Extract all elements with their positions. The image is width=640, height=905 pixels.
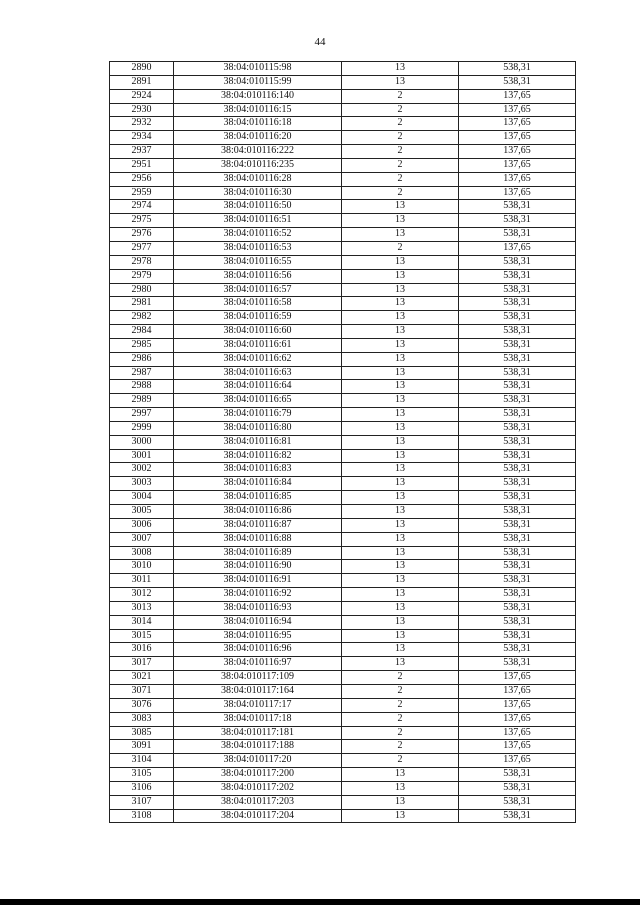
count-cell: 13 <box>342 269 459 283</box>
table-row <box>110 684 576 698</box>
cadastral-number-cell: 38:04:010117:18 <box>174 712 342 726</box>
table-row <box>110 311 576 325</box>
value-cell: 538,31 <box>459 435 576 449</box>
cadastral-number-cell: 38:04:010116:89 <box>174 546 342 560</box>
row-number-cell: 3085 <box>110 726 174 740</box>
row-number-cell: 3071 <box>110 684 174 698</box>
value-cell: 538,31 <box>459 269 576 283</box>
cadastral-number-cell: 38:04:010116:222 <box>174 145 342 159</box>
cadastral-number-cell: 38:04:010116:91 <box>174 574 342 588</box>
row-number-cell: 3013 <box>110 601 174 615</box>
value-cell: 137,65 <box>459 103 576 117</box>
cadastral-number-cell: 38:04:010116:28 <box>174 172 342 186</box>
table-row <box>110 781 576 795</box>
table-row <box>110 560 576 574</box>
row-number-cell: 2986 <box>110 352 174 366</box>
table-row <box>110 338 576 352</box>
table-row <box>110 117 576 131</box>
count-cell: 13 <box>342 532 459 546</box>
table-row <box>110 712 576 726</box>
table-row <box>110 643 576 657</box>
count-cell: 13 <box>342 366 459 380</box>
cadastral-number-cell: 38:04:010116:83 <box>174 463 342 477</box>
cadastral-number-cell: 38:04:010116:82 <box>174 449 342 463</box>
value-cell: 538,31 <box>459 546 576 560</box>
count-cell: 13 <box>342 352 459 366</box>
cadastral-number-cell: 38:04:010116:235 <box>174 158 342 172</box>
row-number-cell: 3001 <box>110 449 174 463</box>
table-row <box>110 698 576 712</box>
count-cell: 13 <box>342 338 459 352</box>
cadastral-number-cell: 38:04:010116:140 <box>174 89 342 103</box>
cadastral-number-cell: 38:04:010116:95 <box>174 629 342 643</box>
value-cell: 538,31 <box>459 574 576 588</box>
count-cell: 13 <box>342 629 459 643</box>
value-cell: 538,31 <box>459 311 576 325</box>
value-cell: 538,31 <box>459 505 576 519</box>
row-number-cell: 3014 <box>110 615 174 629</box>
cadastral-number-cell: 38:04:010116:18 <box>174 117 342 131</box>
count-cell: 2 <box>342 698 459 712</box>
cadastral-number-cell: 38:04:010116:97 <box>174 657 342 671</box>
value-cell: 538,31 <box>459 615 576 629</box>
count-cell: 2 <box>342 145 459 159</box>
count-cell: 2 <box>342 712 459 726</box>
value-cell: 538,31 <box>459 228 576 242</box>
table-row <box>110 394 576 408</box>
cadastral-number-cell: 38:04:010115:99 <box>174 75 342 89</box>
value-cell: 137,65 <box>459 684 576 698</box>
row-number-cell: 3007 <box>110 532 174 546</box>
count-cell: 13 <box>342 491 459 505</box>
table-row <box>110 795 576 809</box>
value-cell: 538,31 <box>459 795 576 809</box>
row-number-cell: 2890 <box>110 62 174 76</box>
cadastral-number-cell: 38:04:010116:90 <box>174 560 342 574</box>
count-cell: 13 <box>342 297 459 311</box>
value-cell: 137,65 <box>459 712 576 726</box>
row-number-cell: 2976 <box>110 228 174 242</box>
table-row <box>110 380 576 394</box>
table-row <box>110 671 576 685</box>
row-number-cell: 2974 <box>110 200 174 214</box>
value-cell: 538,31 <box>459 560 576 574</box>
count-cell: 13 <box>342 380 459 394</box>
count-cell: 13 <box>342 75 459 89</box>
count-cell: 2 <box>342 754 459 768</box>
cadastral-number-cell: 38:04:010117:200 <box>174 768 342 782</box>
table-row <box>110 75 576 89</box>
cadastral-number-cell: 38:04:010116:81 <box>174 435 342 449</box>
count-cell: 2 <box>342 740 459 754</box>
count-cell: 13 <box>342 809 459 823</box>
cadastral-number-cell: 38:04:010116:65 <box>174 394 342 408</box>
table-row <box>110 172 576 186</box>
table-row <box>110 740 576 754</box>
table-row <box>110 200 576 214</box>
cadastral-number-cell: 38:04:010116:64 <box>174 380 342 394</box>
table-body <box>110 62 576 823</box>
row-number-cell: 2891 <box>110 75 174 89</box>
row-number-cell: 2988 <box>110 380 174 394</box>
count-cell: 13 <box>342 463 459 477</box>
table-row <box>110 186 576 200</box>
cadastral-number-cell: 38:04:010116:30 <box>174 186 342 200</box>
row-number-cell: 3108 <box>110 809 174 823</box>
value-cell: 137,65 <box>459 131 576 145</box>
count-cell: 13 <box>342 518 459 532</box>
cadastral-number-cell: 38:04:010115:98 <box>174 62 342 76</box>
cadastral-number-cell: 38:04:010116:80 <box>174 421 342 435</box>
cadastral-number-cell: 38:04:010116:51 <box>174 214 342 228</box>
value-cell: 137,65 <box>459 671 576 685</box>
table-row <box>110 518 576 532</box>
cadastral-number-cell: 38:04:010117:202 <box>174 781 342 795</box>
row-number-cell: 2997 <box>110 408 174 422</box>
table-row <box>110 283 576 297</box>
value-cell: 538,31 <box>459 532 576 546</box>
row-number-cell: 3083 <box>110 712 174 726</box>
table-row <box>110 228 576 242</box>
count-cell: 13 <box>342 435 459 449</box>
table-row <box>110 435 576 449</box>
table-row <box>110 297 576 311</box>
table-row <box>110 421 576 435</box>
table-row <box>110 255 576 269</box>
cadastral-number-cell: 38:04:010117:203 <box>174 795 342 809</box>
row-number-cell: 3005 <box>110 505 174 519</box>
table-row <box>110 809 576 823</box>
cadastral-number-cell: 38:04:010116:60 <box>174 325 342 339</box>
count-cell: 2 <box>342 117 459 131</box>
cadastral-number-cell: 38:04:010116:55 <box>174 255 342 269</box>
row-number-cell: 3021 <box>110 671 174 685</box>
value-cell: 137,65 <box>459 158 576 172</box>
count-cell: 13 <box>342 200 459 214</box>
row-number-cell: 2959 <box>110 186 174 200</box>
count-cell: 2 <box>342 103 459 117</box>
row-number-cell: 2979 <box>110 269 174 283</box>
value-cell: 137,65 <box>459 89 576 103</box>
value-cell: 538,31 <box>459 325 576 339</box>
count-cell: 13 <box>342 546 459 560</box>
table-row <box>110 491 576 505</box>
value-cell: 538,31 <box>459 518 576 532</box>
row-number-cell: 3010 <box>110 560 174 574</box>
row-number-cell: 3004 <box>110 491 174 505</box>
table-row <box>110 588 576 602</box>
count-cell: 13 <box>342 574 459 588</box>
row-number-cell: 3006 <box>110 518 174 532</box>
count-cell: 13 <box>342 255 459 269</box>
cadastral-number-cell: 38:04:010116:79 <box>174 408 342 422</box>
value-cell: 538,31 <box>459 283 576 297</box>
count-cell: 2 <box>342 131 459 145</box>
count-cell: 13 <box>342 408 459 422</box>
table-row <box>110 352 576 366</box>
row-number-cell: 2934 <box>110 131 174 145</box>
value-cell: 137,65 <box>459 117 576 131</box>
row-number-cell: 2924 <box>110 89 174 103</box>
value-cell: 538,31 <box>459 491 576 505</box>
table-row <box>110 449 576 463</box>
table-row <box>110 366 576 380</box>
value-cell: 538,31 <box>459 781 576 795</box>
value-cell: 538,31 <box>459 62 576 76</box>
table-row <box>110 89 576 103</box>
table-row <box>110 241 576 255</box>
count-cell: 2 <box>342 89 459 103</box>
row-number-cell: 3106 <box>110 781 174 795</box>
table-row <box>110 629 576 643</box>
value-cell: 538,31 <box>459 394 576 408</box>
value-cell: 538,31 <box>459 297 576 311</box>
value-cell: 538,31 <box>459 352 576 366</box>
value-cell: 538,31 <box>459 768 576 782</box>
count-cell: 13 <box>342 62 459 76</box>
cadastral-number-cell: 38:04:010116:50 <box>174 200 342 214</box>
table-row <box>110 62 576 76</box>
table-row <box>110 463 576 477</box>
count-cell: 13 <box>342 283 459 297</box>
count-cell: 13 <box>342 657 459 671</box>
row-number-cell: 2984 <box>110 325 174 339</box>
count-cell: 13 <box>342 394 459 408</box>
row-number-cell: 2987 <box>110 366 174 380</box>
value-cell: 538,31 <box>459 338 576 352</box>
table-row <box>110 768 576 782</box>
cadastral-number-cell: 38:04:010116:57 <box>174 283 342 297</box>
row-number-cell: 2978 <box>110 255 174 269</box>
cadastral-number-cell: 38:04:010116:92 <box>174 588 342 602</box>
count-cell: 2 <box>342 684 459 698</box>
value-cell: 538,31 <box>459 366 576 380</box>
value-cell: 137,65 <box>459 145 576 159</box>
count-cell: 13 <box>342 311 459 325</box>
value-cell: 538,31 <box>459 809 576 823</box>
row-number-cell: 3003 <box>110 477 174 491</box>
table-row <box>110 601 576 615</box>
row-number-cell: 2985 <box>110 338 174 352</box>
value-cell: 538,31 <box>459 380 576 394</box>
table-row <box>110 408 576 422</box>
row-number-cell: 2981 <box>110 297 174 311</box>
count-cell: 13 <box>342 421 459 435</box>
table-row <box>110 145 576 159</box>
row-number-cell: 3104 <box>110 754 174 768</box>
row-number-cell: 2977 <box>110 241 174 255</box>
value-cell: 137,65 <box>459 740 576 754</box>
cadastral-number-cell: 38:04:010116:93 <box>174 601 342 615</box>
value-cell: 137,65 <box>459 698 576 712</box>
count-cell: 13 <box>342 325 459 339</box>
cadastral-number-cell: 38:04:010116:85 <box>174 491 342 505</box>
cadastral-number-cell: 38:04:010116:59 <box>174 311 342 325</box>
table-row <box>110 546 576 560</box>
cadastral-number-cell: 38:04:010116:53 <box>174 241 342 255</box>
count-cell: 13 <box>342 768 459 782</box>
value-cell: 538,31 <box>459 643 576 657</box>
row-number-cell: 2956 <box>110 172 174 186</box>
value-cell: 538,31 <box>459 463 576 477</box>
cadastral-number-cell: 38:04:010117:188 <box>174 740 342 754</box>
value-cell: 538,31 <box>459 477 576 491</box>
cadastral-number-cell: 38:04:010116:52 <box>174 228 342 242</box>
cadastral-number-cell: 38:04:010116:58 <box>174 297 342 311</box>
count-cell: 13 <box>342 795 459 809</box>
row-number-cell: 2937 <box>110 145 174 159</box>
cadastral-number-cell: 38:04:010116:87 <box>174 518 342 532</box>
scan-bottom-edge <box>0 899 640 905</box>
table-row <box>110 158 576 172</box>
table-row <box>110 754 576 768</box>
value-cell: 538,31 <box>459 200 576 214</box>
cadastral-number-cell: 38:04:010116:56 <box>174 269 342 283</box>
row-number-cell: 3012 <box>110 588 174 602</box>
cadastral-number-cell: 38:04:010116:63 <box>174 366 342 380</box>
row-number-cell: 2951 <box>110 158 174 172</box>
table-row <box>110 269 576 283</box>
table-row <box>110 574 576 588</box>
count-cell: 2 <box>342 186 459 200</box>
data-table <box>109 61 576 823</box>
row-number-cell: 3105 <box>110 768 174 782</box>
value-cell: 137,65 <box>459 186 576 200</box>
count-cell: 13 <box>342 505 459 519</box>
table-row <box>110 615 576 629</box>
value-cell: 538,31 <box>459 601 576 615</box>
row-number-cell: 2989 <box>110 394 174 408</box>
row-number-cell: 2932 <box>110 117 174 131</box>
cadastral-number-cell: 38:04:010117:20 <box>174 754 342 768</box>
value-cell: 538,31 <box>459 657 576 671</box>
cadastral-number-cell: 38:04:010117:204 <box>174 809 342 823</box>
row-number-cell: 2999 <box>110 421 174 435</box>
row-number-cell: 2930 <box>110 103 174 117</box>
count-cell: 13 <box>342 781 459 795</box>
row-number-cell: 3076 <box>110 698 174 712</box>
table-row <box>110 726 576 740</box>
table-row <box>110 103 576 117</box>
page-number: 44 <box>314 36 326 48</box>
count-cell: 2 <box>342 172 459 186</box>
row-number-cell: 3002 <box>110 463 174 477</box>
count-cell: 13 <box>342 477 459 491</box>
value-cell: 538,31 <box>459 449 576 463</box>
cadastral-number-cell: 38:04:010116:61 <box>174 338 342 352</box>
row-number-cell: 3091 <box>110 740 174 754</box>
count-cell: 2 <box>342 241 459 255</box>
cadastral-number-cell: 38:04:010117:17 <box>174 698 342 712</box>
value-cell: 538,31 <box>459 408 576 422</box>
value-cell: 137,65 <box>459 241 576 255</box>
cadastral-number-cell: 38:04:010117:164 <box>174 684 342 698</box>
value-cell: 538,31 <box>459 588 576 602</box>
count-cell: 13 <box>342 615 459 629</box>
count-cell: 13 <box>342 228 459 242</box>
value-cell: 137,65 <box>459 172 576 186</box>
row-number-cell: 2975 <box>110 214 174 228</box>
row-number-cell: 3011 <box>110 574 174 588</box>
row-number-cell: 2980 <box>110 283 174 297</box>
value-cell: 137,65 <box>459 726 576 740</box>
value-cell: 538,31 <box>459 214 576 228</box>
count-cell: 13 <box>342 643 459 657</box>
cadastral-number-cell: 38:04:010117:109 <box>174 671 342 685</box>
table-row <box>110 505 576 519</box>
table-row <box>110 477 576 491</box>
table-row <box>110 325 576 339</box>
cadastral-number-cell: 38:04:010116:88 <box>174 532 342 546</box>
value-cell: 538,31 <box>459 255 576 269</box>
row-number-cell: 3016 <box>110 643 174 657</box>
row-number-cell: 3015 <box>110 629 174 643</box>
value-cell: 137,65 <box>459 754 576 768</box>
count-cell: 13 <box>342 588 459 602</box>
table-row <box>110 131 576 145</box>
count-cell: 2 <box>342 726 459 740</box>
count-cell: 2 <box>342 158 459 172</box>
value-cell: 538,31 <box>459 75 576 89</box>
cadastral-number-cell: 38:04:010116:84 <box>174 477 342 491</box>
table-row <box>110 657 576 671</box>
row-number-cell: 3008 <box>110 546 174 560</box>
table-row <box>110 214 576 228</box>
count-cell: 13 <box>342 449 459 463</box>
row-number-cell: 3000 <box>110 435 174 449</box>
count-cell: 13 <box>342 214 459 228</box>
cadastral-number-cell: 38:04:010117:181 <box>174 726 342 740</box>
count-cell: 2 <box>342 671 459 685</box>
value-cell: 538,31 <box>459 629 576 643</box>
count-cell: 13 <box>342 560 459 574</box>
cadastral-number-cell: 38:04:010116:15 <box>174 103 342 117</box>
count-cell: 13 <box>342 601 459 615</box>
cadastral-number-cell: 38:04:010116:86 <box>174 505 342 519</box>
cadastral-number-cell: 38:04:010116:94 <box>174 615 342 629</box>
row-number-cell: 3107 <box>110 795 174 809</box>
row-number-cell: 2982 <box>110 311 174 325</box>
cadastral-number-cell: 38:04:010116:62 <box>174 352 342 366</box>
value-cell: 538,31 <box>459 421 576 435</box>
cadastral-number-cell: 38:04:010116:96 <box>174 643 342 657</box>
table-row <box>110 532 576 546</box>
row-number-cell: 3017 <box>110 657 174 671</box>
cadastral-number-cell: 38:04:010116:20 <box>174 131 342 145</box>
